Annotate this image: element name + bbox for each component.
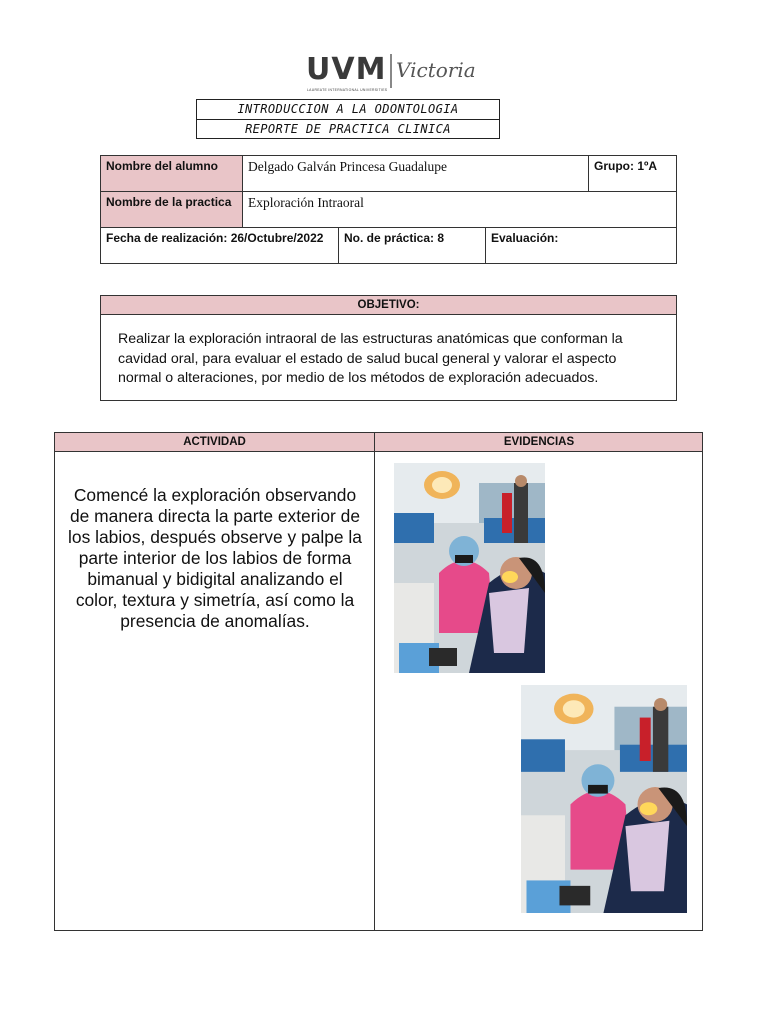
- practice-details-table: [100, 227, 677, 264]
- column-divider: [374, 433, 375, 930]
- objective-heading: OBJETIVO:: [101, 296, 676, 315]
- group-field: Grupo: 1ºA: [589, 156, 677, 192]
- logo-victoria-text: Victoria: [396, 58, 476, 82]
- evidence-photo-1: [394, 463, 545, 673]
- evidence-column-header: EVIDENCIAS: [503, 436, 575, 448]
- report-title-box: [196, 99, 500, 139]
- dental-exam-photo-image: [521, 685, 687, 913]
- logo-tagline: LAUREATE INTERNATIONAL UNIVERSITIES: [307, 88, 388, 92]
- student-name-label: Nombre del alumno: [101, 156, 243, 192]
- practice-name-value: Exploración Intraoral: [243, 192, 677, 228]
- student-name-value: Delgado Galván Princesa Guadalupe: [243, 156, 589, 192]
- evaluation-field: Evaluación:: [486, 228, 677, 264]
- report-title: REPORTE DE PRACTICA CLINICA: [197, 119, 499, 139]
- activity-column-header: ACTIVIDAD: [183, 436, 246, 448]
- date-field: Fecha de realización: 26/Octubre/2022: [101, 228, 339, 264]
- activity-table: [54, 432, 703, 931]
- dental-exam-photo-image: [394, 463, 545, 673]
- evidence-photo-2: [521, 685, 687, 913]
- practice-number-field: No. de práctica: 8: [339, 228, 486, 264]
- course-title: INTRODUCCION A LA ODONTOLOGIA: [237, 102, 459, 116]
- logo-uvm-text: UVM: [306, 52, 387, 87]
- objective-text: Realizar la exploración intraoral de las estructuras anatómicas que conforman la cavidad oral, para evaluar el estado de salud bucal general y valorar el aspecto normal o alteraciones, por medio de los métodos de exploración adecuados.: [118, 331, 623, 386]
- practice-name-label: Nombre de la practica: [101, 192, 243, 228]
- objective-section: [100, 295, 677, 401]
- activity-description: Comencé la exploración observando de manera directa la parte exterior de los labios, después observe y palpe la parte interior de los labios de forma bimanual y bidigital analizando el color, textura y simetría, así como la presencia de anomalías.: [68, 485, 362, 631]
- logo-divider: [390, 54, 392, 88]
- student-info-table: [100, 155, 677, 228]
- uvm-victoria-logo: [300, 46, 476, 98]
